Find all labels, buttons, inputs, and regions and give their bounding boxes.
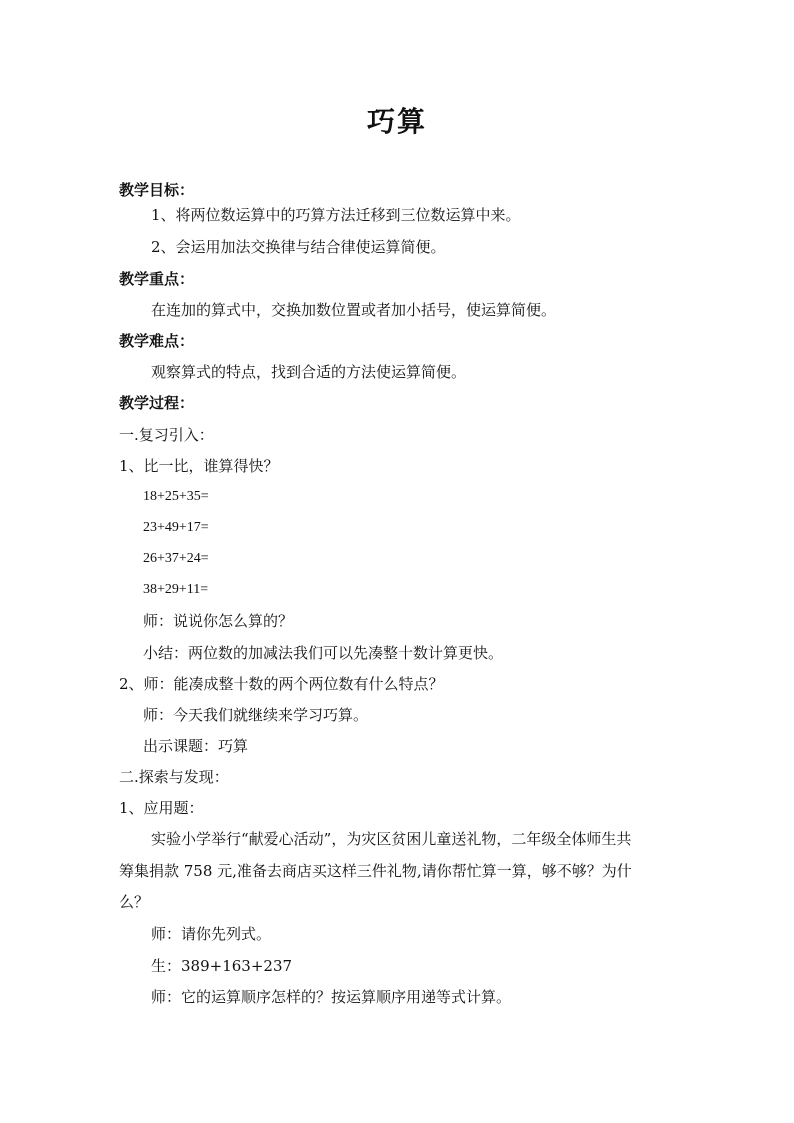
teacher-prompt-4: 师：它的运算顺序怎样的？按运算顺序用递等式计算。 [151, 988, 512, 1006]
expression-1: 18+25+35= [143, 489, 209, 504]
teacher-prompt-3: 师：请你先列式。 [151, 925, 272, 943]
teacher-statement-2: 师：今天我们就继续来学习巧算。 [143, 706, 369, 724]
summary-1: 小结：两位数的加减法我们可以先凑整十数计算更快。 [143, 644, 504, 662]
review-item-2: 2、师：能凑成整十数的两个两位数有什么特点？ [119, 675, 444, 693]
teacher-question-1: 师：说说你怎么算的？ [143, 612, 294, 630]
page-title: 巧算 [366, 105, 427, 138]
difficulty-heading: 教学难点： [119, 332, 195, 350]
lesson-topic: 出示课题：巧算 [143, 737, 249, 755]
goals-heading: 教学目标： [119, 181, 195, 199]
section-review-heading: 一.复习引入： [119, 426, 214, 444]
key-points-heading: 教学重点： [119, 270, 195, 288]
goal-item-1: 1、将两位数运算中的巧算方法迁移到三位数运算中来。 [151, 206, 521, 224]
expression-2: 23+49+17= [143, 520, 209, 535]
process-heading: 教学过程： [119, 394, 195, 412]
goal-item-2: 2、会运用加法交换律与结合律使运算简便。 [151, 238, 446, 256]
expression-3: 26+37+24= [143, 551, 209, 566]
difficulty-text: 观察算式的特点，找到合适的方法使运算简便。 [151, 363, 467, 381]
key-points-text: 在连加的算式中，交换加数位置或者加小括号，使运算简便。 [151, 301, 557, 319]
problem-line-2: 筹集捐款 758 元,准备去商店买这样三件礼物,请你帮忙算一算，够不够？为什 [119, 862, 632, 880]
problem-line-1: 实验小学举行“献爱心活动”，为灾区贫困儿童送礼物，二年级全体师生共 [151, 830, 632, 848]
review-item-1: 1、比一比，谁算得快？ [119, 457, 279, 475]
student-answer-1: 生：389+163+237 [151, 957, 293, 975]
expression-4: 38+29+11= [143, 582, 209, 597]
explore-item-1: 1、应用题： [119, 799, 204, 817]
problem-line-3: 么？ [119, 893, 150, 911]
section-explore-heading: 二.探索与发现： [119, 768, 229, 786]
